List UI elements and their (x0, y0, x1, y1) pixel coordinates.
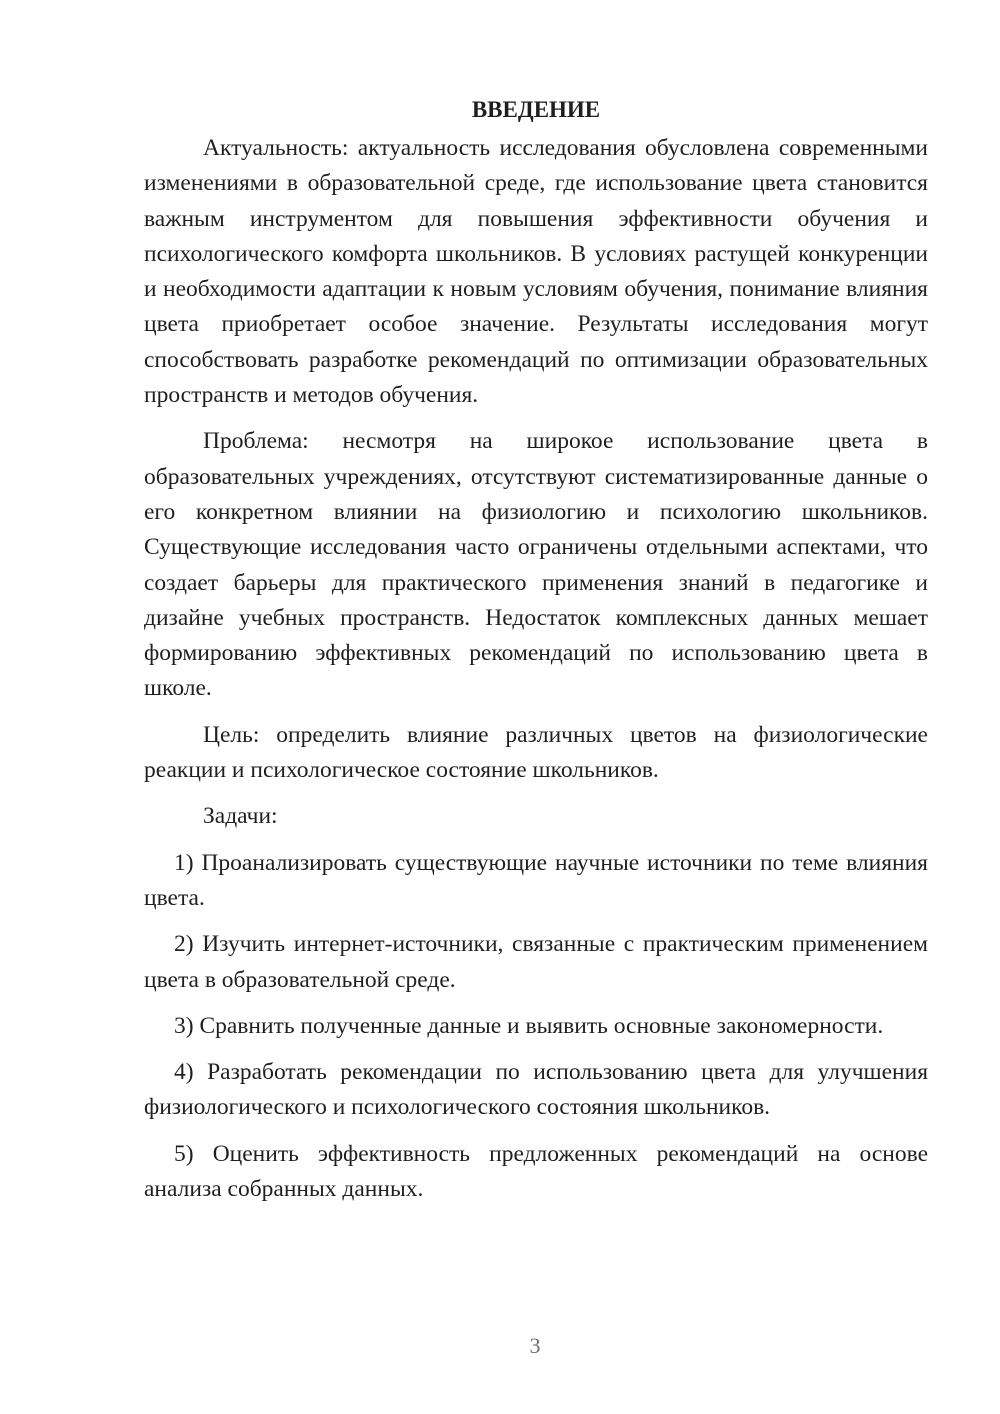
task-item: 4) Разработать рекомендации по использованию цвета для улучшения физиологического и психологического состояния школьников. (144, 1059, 928, 1121)
paragraph-tasks-heading: Задачи: (203, 803, 278, 830)
task-item: 3) Сравнить полученные данные и выявить основные закономерности. (174, 1012, 884, 1039)
paragraph-relevance: Актуальность: актуальность исследования обусловлена современными изменениями в образовательной среде, где использование цвета становится важным инструментом для повышения эффективности обучения и психологического комфорта школьников. В условиях растущей конкуренции и необходимости адаптации к новым условиям обучения, понимание влияния цвета приобретает особое значение. Результаты исследования могут способствовать разработке рекомендаций по оптимизации образовательных пространств и методов обучения. (144, 135, 928, 409)
paragraph-goal: Цель: определить влияние различных цветов на физиологические реакции и психологическое состояние школьников. (144, 721, 928, 784)
task-item: 1) Проанализировать существующие научные источники по теме влияния цвета. (144, 849, 928, 911)
page-title: ВВЕДЕНИЕ (471, 97, 601, 122)
page-number: 3 (529, 1333, 541, 1358)
page-content (144, 92, 928, 1218)
task-item: 5) Оценить эффективность предложенных рекомендаций на основе анализа собранных данных. (144, 1140, 928, 1203)
task-item: 2) Изучить интернет-источники, связанные с практическим применением цвета в образовательной среде. (144, 931, 928, 993)
paragraph-problem: Проблема: несмотря на широкое использование цвета в образовательных учреждениях, отсутствуют систематизированные данные о его конкретном влиянии на физиологию и психологию школьников. Существующие исследования часто ограничены отдельными аспектами, что создает барьеры для практического применения знаний в педагогике и дизайне учебных пространств. Недостаток комплексных данных мешает формированию эффективных рекомендаций по использованию цвета в школе. (144, 428, 928, 702)
